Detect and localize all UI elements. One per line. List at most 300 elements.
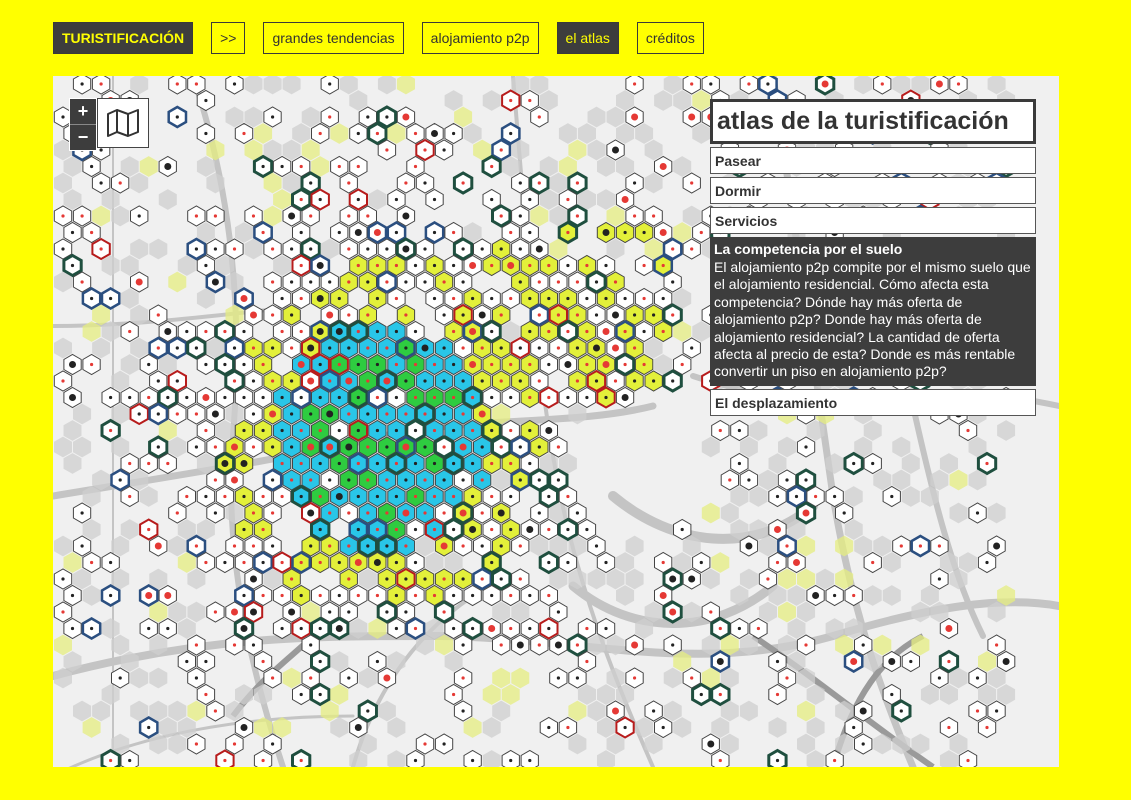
hex-cell-gray bbox=[530, 206, 548, 227]
hex-cell-gray bbox=[121, 288, 139, 309]
hex-dot bbox=[271, 478, 274, 481]
hex-dot bbox=[633, 676, 636, 679]
hex-dot bbox=[262, 165, 265, 168]
hex-cell-gray bbox=[359, 569, 377, 590]
atlas-panel bbox=[710, 99, 1036, 419]
hex-dot bbox=[147, 363, 150, 366]
hex-dot bbox=[317, 328, 324, 335]
hex-cell-gray bbox=[226, 404, 244, 425]
hex-dot bbox=[347, 511, 350, 514]
hex-cell-gray bbox=[588, 140, 606, 161]
hex-dot bbox=[700, 561, 703, 564]
hex-cell-gray bbox=[692, 123, 710, 144]
hex-dot bbox=[547, 363, 550, 366]
hex-cell-gray bbox=[778, 437, 796, 458]
hex-dot bbox=[947, 660, 950, 663]
hex-dot bbox=[164, 328, 171, 335]
nav-creditos[interactable]: créditos bbox=[637, 22, 704, 54]
hex-cell-gray bbox=[807, 420, 825, 441]
section-pasear[interactable]: Pasear bbox=[710, 147, 1036, 174]
hex-dot bbox=[462, 181, 465, 184]
hex-cell-gray bbox=[778, 635, 796, 656]
hex-dot bbox=[555, 642, 562, 649]
hex-dot bbox=[385, 511, 388, 514]
hex-dot bbox=[357, 363, 360, 366]
hex-dot bbox=[643, 363, 646, 366]
hex-cell-gray bbox=[245, 76, 263, 94]
hex-dot bbox=[366, 214, 369, 217]
hex-dot bbox=[376, 429, 379, 432]
hex-dot bbox=[557, 478, 560, 481]
hex-cell-gray bbox=[549, 173, 567, 194]
hex-cell-gray bbox=[892, 437, 910, 458]
hex-dot bbox=[195, 742, 198, 745]
hex-cell-gray bbox=[102, 321, 120, 342]
hex-dot bbox=[585, 363, 588, 366]
hex-dot bbox=[804, 643, 807, 646]
hex-dot bbox=[433, 396, 436, 399]
hex-dot bbox=[61, 115, 64, 118]
hex-cell-gray bbox=[911, 734, 929, 755]
hex-dot bbox=[338, 594, 341, 597]
hex-dot bbox=[402, 114, 409, 121]
map-canvas[interactable] bbox=[53, 76, 1059, 767]
section-dormir[interactable]: Dormir bbox=[710, 177, 1036, 204]
hex-cell-gray bbox=[759, 602, 777, 623]
hex-cell-gray bbox=[730, 486, 748, 507]
hex-dot bbox=[376, 528, 379, 531]
hex-dot bbox=[338, 165, 341, 168]
hex-dot bbox=[119, 676, 122, 679]
hex-dot bbox=[631, 642, 638, 649]
hex-cell bbox=[293, 751, 310, 768]
hex-cell-gray bbox=[54, 173, 72, 194]
hex-cell bbox=[521, 751, 538, 768]
hex-dot bbox=[242, 429, 245, 432]
hex-dot bbox=[271, 379, 274, 382]
hex-dot bbox=[90, 627, 93, 630]
hex-dot bbox=[547, 495, 550, 498]
hex-dot bbox=[269, 411, 276, 418]
hex-dot bbox=[671, 247, 674, 250]
hex-dot bbox=[490, 330, 493, 333]
hex-dot bbox=[414, 330, 417, 333]
hex-dot bbox=[307, 444, 314, 451]
hex-dot bbox=[547, 264, 550, 267]
hex-dot bbox=[262, 495, 265, 498]
hex-dot bbox=[500, 445, 503, 448]
hex-dot bbox=[347, 181, 350, 184]
hex-dot bbox=[538, 511, 541, 514]
hex-cell-gray bbox=[740, 635, 758, 656]
hex-dot bbox=[100, 82, 103, 85]
hex-dot bbox=[328, 115, 331, 118]
hex-dot bbox=[395, 396, 398, 399]
hex-dot bbox=[214, 445, 217, 448]
hex-dot bbox=[490, 264, 493, 267]
hex-cell-gray bbox=[645, 140, 663, 161]
hex-cell-gray bbox=[749, 420, 767, 441]
hex-dot bbox=[566, 561, 569, 564]
hex-cell-gray bbox=[769, 717, 787, 738]
hex-dot bbox=[242, 594, 245, 597]
hex-dot bbox=[185, 396, 188, 399]
hex-cell-gray bbox=[245, 107, 263, 128]
hex-dot bbox=[519, 280, 522, 283]
hex-dot bbox=[328, 82, 331, 85]
hex-dot bbox=[490, 165, 493, 168]
hex-dot bbox=[414, 561, 417, 564]
hex-dot bbox=[281, 330, 284, 333]
map-icon bbox=[106, 108, 140, 138]
hex-cell-gray bbox=[349, 750, 367, 767]
hex-cell-gray bbox=[616, 156, 634, 177]
hex-dot bbox=[566, 396, 569, 399]
hex-dot bbox=[443, 148, 446, 151]
hex-cell-gray bbox=[749, 486, 767, 507]
hex-dot bbox=[319, 462, 322, 465]
hex-dot bbox=[138, 214, 141, 217]
hex-dot bbox=[347, 280, 350, 283]
hex-dot bbox=[395, 429, 398, 432]
hex-dot bbox=[328, 280, 331, 283]
hex-dot bbox=[128, 462, 131, 465]
hex-dot bbox=[128, 396, 131, 399]
hex-dot bbox=[576, 313, 579, 316]
hex-cell-gray bbox=[54, 635, 72, 656]
hex-dot bbox=[241, 295, 248, 302]
hex-dot bbox=[423, 247, 426, 250]
hex-dot bbox=[862, 742, 865, 745]
hex-cell-gray bbox=[588, 635, 606, 656]
section-servicios[interactable]: Servicios bbox=[710, 207, 1036, 234]
hex-cell bbox=[102, 751, 119, 768]
hex-dot bbox=[355, 559, 362, 566]
hex-dot bbox=[471, 759, 474, 762]
hex-dot bbox=[443, 412, 446, 415]
brand-link[interactable]: TURISTIFICACIÓN bbox=[53, 22, 193, 54]
hex-dot bbox=[738, 429, 741, 432]
hex-cell-gray bbox=[673, 156, 691, 177]
hex-cell-gray bbox=[102, 618, 120, 639]
hex-dot bbox=[347, 676, 350, 679]
hex-dot bbox=[336, 625, 343, 632]
hex-dot bbox=[300, 462, 303, 465]
hex-dot bbox=[612, 345, 619, 352]
hex-dot bbox=[604, 297, 607, 300]
hex-dot bbox=[157, 412, 160, 415]
hex-dot bbox=[414, 495, 417, 498]
hex-cell-gray bbox=[197, 156, 215, 177]
hex-dot bbox=[766, 82, 769, 85]
hex-dot bbox=[481, 379, 484, 382]
hex-cell-gray bbox=[607, 107, 625, 128]
hex-dot bbox=[938, 544, 941, 547]
hex-dot bbox=[395, 495, 398, 498]
hex-dot bbox=[433, 429, 436, 432]
hex-dot bbox=[509, 627, 512, 630]
hex-dot bbox=[671, 643, 674, 646]
hex-dot bbox=[719, 759, 722, 762]
hex-dot bbox=[414, 264, 417, 267]
hex-dot bbox=[290, 445, 293, 448]
hex-dot bbox=[271, 115, 274, 118]
hex-dot bbox=[757, 627, 760, 630]
hex-cell-gray bbox=[273, 255, 291, 276]
hex-dot bbox=[376, 132, 379, 135]
hex-dot bbox=[566, 264, 569, 267]
hex-dot bbox=[547, 330, 550, 333]
hex-dot bbox=[662, 330, 665, 333]
hex-dot bbox=[347, 214, 350, 217]
hex-dot bbox=[414, 528, 417, 531]
hex-dot bbox=[204, 693, 207, 696]
hex-cell-gray bbox=[349, 618, 367, 639]
hex-dot bbox=[71, 231, 74, 234]
hex-dot bbox=[376, 363, 379, 366]
hex-dot bbox=[547, 528, 550, 531]
hex-cell-gray bbox=[235, 684, 253, 705]
hex-cell-gray bbox=[254, 684, 272, 705]
hex-dot bbox=[338, 561, 341, 564]
hex-cell-gray bbox=[149, 635, 167, 656]
hex-dot bbox=[347, 412, 350, 415]
hex-cell-gray bbox=[826, 453, 844, 474]
hex-dot bbox=[281, 462, 284, 465]
hex-cell-gray bbox=[54, 668, 72, 689]
hex-cell-gray bbox=[845, 618, 863, 639]
hex-dot bbox=[204, 429, 207, 432]
hex-cell-gray bbox=[206, 140, 224, 161]
hex-dot bbox=[404, 544, 407, 547]
hex-dot bbox=[262, 561, 265, 564]
hex-cell-gray bbox=[130, 76, 148, 94]
hex-dot bbox=[307, 510, 314, 517]
hex-cell-gray bbox=[578, 123, 596, 144]
hex-dot bbox=[195, 214, 198, 217]
hex-cell-gray bbox=[597, 156, 615, 177]
hex-cell bbox=[216, 751, 233, 768]
hex-dot bbox=[383, 675, 390, 682]
hex-dot bbox=[271, 676, 274, 679]
hex-cell-gray bbox=[64, 453, 82, 474]
hex-dot bbox=[385, 280, 388, 283]
nav-grandes-tendencias[interactable]: grandes tendencias bbox=[263, 22, 403, 54]
hex-dot bbox=[538, 478, 541, 481]
hex-dot bbox=[300, 495, 303, 498]
hex-dot bbox=[281, 396, 284, 399]
hex-dot bbox=[214, 478, 217, 481]
hex-cell-gray bbox=[378, 76, 396, 94]
hex-cell-gray bbox=[873, 734, 891, 755]
hex-cell-gray bbox=[950, 470, 968, 491]
hex-cell-gray bbox=[616, 585, 634, 606]
hex-dot bbox=[604, 264, 607, 267]
hex-cell-gray bbox=[559, 123, 577, 144]
hex-cell-gray bbox=[111, 635, 129, 656]
hex-dot bbox=[462, 379, 465, 382]
hex-dot bbox=[328, 544, 331, 547]
hex-dot bbox=[157, 445, 160, 448]
hex-dot bbox=[576, 280, 579, 283]
hex-cell-gray bbox=[492, 668, 510, 689]
hex-dot bbox=[347, 247, 350, 250]
hex-dot bbox=[395, 594, 398, 597]
hex-dot bbox=[347, 478, 350, 481]
hex-cell-gray bbox=[121, 156, 139, 177]
zoom-out-button[interactable]: − bbox=[70, 124, 96, 150]
hex-dot bbox=[452, 363, 455, 366]
hex-dot bbox=[233, 247, 236, 250]
nav-arrow-button[interactable]: >> bbox=[211, 22, 245, 54]
hex-dot bbox=[938, 577, 941, 580]
hex-cell-gray bbox=[121, 651, 139, 672]
hex-dot bbox=[900, 709, 903, 712]
hex-dot bbox=[519, 379, 522, 382]
hex-dot bbox=[376, 297, 379, 300]
hex-dot bbox=[357, 528, 360, 531]
hex-dot bbox=[909, 660, 912, 663]
hex-cell-gray bbox=[645, 602, 663, 623]
hex-cell-gray bbox=[149, 668, 167, 689]
hex-dot bbox=[347, 544, 350, 547]
hex-cell-gray bbox=[130, 239, 148, 260]
hex-dot bbox=[345, 378, 352, 385]
hex-cell-gray bbox=[273, 189, 291, 210]
hex-dot bbox=[500, 379, 503, 382]
hex-dot bbox=[300, 264, 303, 267]
hex-dot bbox=[624, 726, 627, 729]
hex-cell-gray bbox=[607, 239, 625, 260]
hex-dot bbox=[452, 429, 455, 432]
hex-dot bbox=[433, 198, 436, 201]
hex-dot bbox=[633, 82, 636, 85]
hex-dot bbox=[290, 247, 293, 250]
hex-dot bbox=[166, 462, 169, 465]
hex-dot bbox=[128, 330, 131, 333]
hex-dot bbox=[633, 313, 636, 316]
hex-dot bbox=[538, 313, 541, 316]
hex-dot bbox=[281, 627, 284, 630]
hex-dot bbox=[242, 561, 245, 564]
section-desplazamiento[interactable]: El desplazamiento bbox=[710, 389, 1036, 416]
hex-cell-gray bbox=[187, 701, 205, 722]
hex-cell-gray bbox=[273, 717, 291, 738]
hex-dot bbox=[557, 280, 560, 283]
hex-dot bbox=[566, 330, 569, 333]
hex-dot bbox=[223, 495, 226, 498]
hex-dot bbox=[195, 445, 198, 448]
hex-dot bbox=[564, 361, 571, 368]
hex-dot bbox=[433, 231, 436, 234]
hex-cell-gray bbox=[83, 717, 101, 738]
hex-cell-gray bbox=[64, 552, 82, 573]
hex-dot bbox=[195, 544, 198, 547]
hex-dot bbox=[212, 411, 219, 418]
hex-dot bbox=[498, 510, 505, 517]
hex-dot bbox=[271, 511, 274, 514]
hex-dot bbox=[271, 445, 274, 448]
hex-cell-gray bbox=[635, 717, 653, 738]
hex-dot bbox=[881, 82, 884, 85]
zoom-in-button[interactable]: + bbox=[77, 101, 89, 121]
hex-cell-gray bbox=[102, 684, 120, 705]
hex-dot bbox=[366, 379, 369, 382]
hex-dot bbox=[624, 330, 627, 333]
hex-dot bbox=[443, 280, 446, 283]
hex-cell-gray bbox=[873, 635, 891, 656]
hex-dot bbox=[528, 330, 531, 333]
hex-dot bbox=[317, 262, 324, 269]
hex-dot bbox=[547, 594, 550, 597]
hex-cell-gray bbox=[673, 90, 691, 111]
hex-dot bbox=[423, 478, 426, 481]
hex-dot bbox=[185, 330, 188, 333]
hex-dot bbox=[643, 264, 646, 267]
hex-dot bbox=[233, 742, 236, 745]
hex-cell-gray bbox=[664, 701, 682, 722]
hex-dot bbox=[204, 495, 207, 498]
hex-dot bbox=[471, 396, 474, 399]
hex-dot bbox=[252, 412, 255, 415]
hex-cell-gray bbox=[168, 602, 186, 623]
hex-dot bbox=[804, 478, 807, 481]
hex-dot bbox=[290, 577, 293, 580]
hex-dot bbox=[252, 445, 255, 448]
layers-button[interactable] bbox=[97, 98, 149, 148]
hex-cell-gray bbox=[130, 305, 148, 326]
hex-dot bbox=[443, 511, 446, 514]
hex-dot bbox=[319, 594, 322, 597]
hex-dot bbox=[204, 660, 207, 663]
hex-dot bbox=[669, 576, 676, 583]
hex-dot bbox=[900, 544, 903, 547]
hex-cell-gray bbox=[769, 453, 787, 474]
hex-dot bbox=[414, 462, 417, 465]
hex-dot bbox=[947, 726, 950, 729]
hex-dot bbox=[585, 528, 588, 531]
hex-dot bbox=[595, 544, 598, 547]
hex-dot bbox=[479, 411, 486, 418]
hex-cell-gray bbox=[483, 717, 501, 738]
hex-cell-gray bbox=[645, 338, 663, 359]
hex-dot bbox=[528, 627, 531, 630]
hex-dot bbox=[402, 213, 409, 220]
hex-dot bbox=[662, 726, 665, 729]
hex-cell-gray bbox=[778, 569, 796, 590]
hex-cell-gray bbox=[368, 189, 386, 210]
hex-dot bbox=[500, 148, 503, 151]
hex-cell bbox=[712, 751, 729, 768]
hex-dot bbox=[262, 594, 265, 597]
hex-dot bbox=[814, 495, 817, 498]
hex-dot bbox=[385, 247, 388, 250]
hex-dot bbox=[164, 592, 171, 599]
nav-el-atlas[interactable]: el atlas bbox=[557, 22, 619, 54]
section-competencia-expanded[interactable] bbox=[710, 237, 1036, 386]
hex-dot bbox=[443, 610, 446, 613]
hex-dot bbox=[500, 544, 503, 547]
hex-dot bbox=[164, 163, 171, 170]
hex-dot bbox=[462, 280, 465, 283]
hex-dot bbox=[357, 165, 360, 168]
hex-dot bbox=[109, 396, 112, 399]
nav-alojamiento-p2p[interactable]: alojamiento p2p bbox=[422, 22, 539, 54]
hex-dot bbox=[414, 396, 417, 399]
hex-dot bbox=[157, 379, 160, 382]
hex-dot bbox=[538, 280, 541, 283]
hex-cell-gray bbox=[283, 76, 301, 94]
